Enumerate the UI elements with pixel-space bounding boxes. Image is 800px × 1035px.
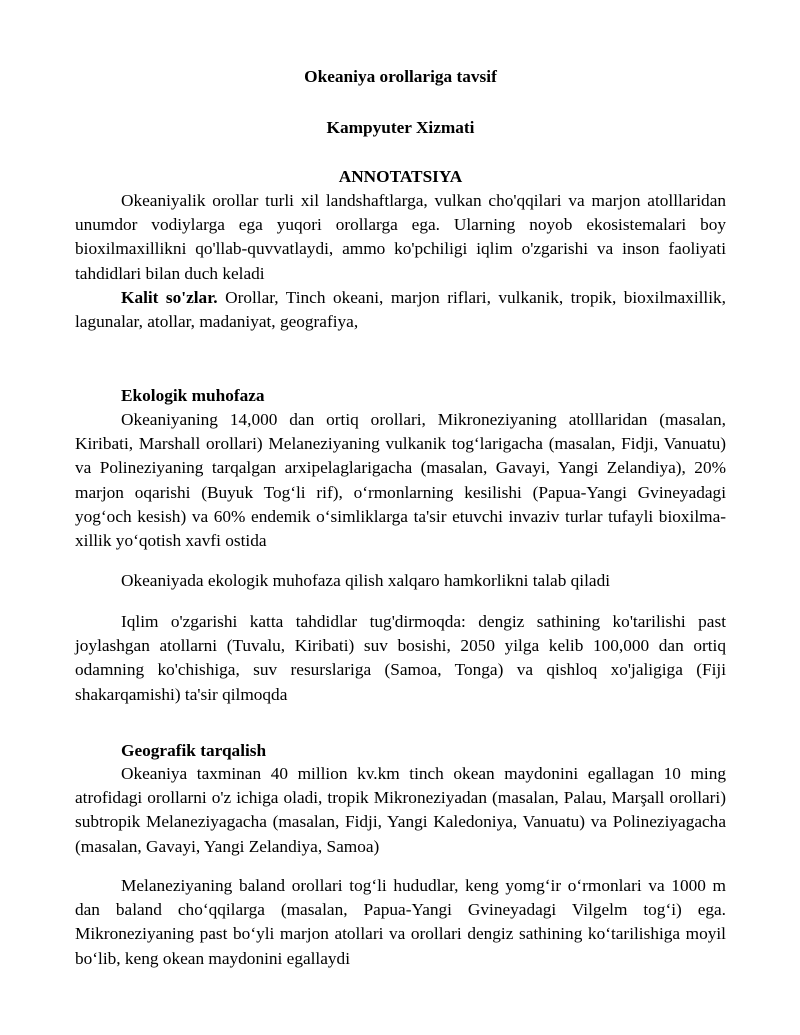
ecology-paragraph-1: Okeaniyaning 14,000 dan ortiq orollari, Mikroneziyaning atolllaridan (masalan, Kiribati, Marshall orollari) Melaneziyaning vulkanik tog‘larigacha (masalan, Fidji, Vanuatu) va Polineziyaning tarqalgan arxipelaglarigacha (masalan, Gavayi, Yangi Zelandiya), 20% marjon oqarishi (Buyuk Tog‘li rif), o‘rmonlarning kesilishi (Papua-Yangi Gvineyadagi yog‘och kesish) va 60% endemik o‘simliklarga ta'sir etuvchi invaziv turlar tufayli bioxilma-xillik yo‘qotish xavfi ostida [75, 410, 726, 551]
keywords-text: Orollar, Tinch okeani, marjon riflari, vulkanik, tropik, bioxilmaxillik, lagunalar, atollar, madaniyat, geografiya, [75, 288, 726, 332]
geography-paragraph-1: Okeaniya taxminan 40 million kv.km tinch okean maydonini egallagan 10 ming atrofidagi orollarni o'z ichiga oladi, tropik Mikroneziyadan (masalan, Palau, Marşall orollari) subtropik Melaneziyagacha (masalan, Fidji, Yangi Kaledoniya, Vanuatu) va Polineziyagacha (masalan, Gavayi, Yangi Zelandiya, Samoa) [75, 764, 726, 856]
ecology-paragraph-2: Okeaniyada ekologik muhofaza qilish xalqaro hamkorlikni talab qiladi [121, 571, 611, 590]
document-author: Kampyuter Xizmati [326, 118, 475, 137]
annotation-heading: ANNOTATSIYA [338, 167, 463, 186]
section-heading-ecology: Ekologik muhofaza [121, 386, 265, 405]
ecology-paragraph-3: Iqlim o'zgarishi katta tahdidlar tug'dirmoqda: dengiz sathining ko'tarilishi past joylashgan atollarni (Tuvalu, Kiribati) suv bosishi, 2050 yilga kelib 100,000 dan ortiq odamning ko'chishiga, suv resurslariga (Samoa, Tonga) va qishloq xo'jaligiga (Fiji shakarqamishi) ta'sir qilmoqda [75, 612, 726, 704]
keywords-label: Kalit so'zlar. [121, 288, 218, 307]
section-heading-geography: Geografik tarqalish [121, 741, 267, 760]
keywords-paragraph [75, 286, 726, 334]
document-title: Okeaniya orollariga tavsif [304, 67, 497, 86]
geography-paragraph-2: Melaneziyaning baland orollari tog‘li hududlar, keng yomg‘ir o‘rmonlari va 1000 m dan baland cho‘qqilarga (masalan, Papua-Yangi Gvineyadagi Vilgelm tog‘i) ega. Mikroneziyaning past bo‘yli marjon atollari va orollari dengiz sathining ko‘tarilishiga moyil bo‘lib, keng okean maydonini egallaydi [75, 876, 726, 968]
annotation-text: Okeaniyalik orollar turli xil landshaftlarga, vulkan cho'qqilari va marjon atolllaridan unumdor vodiylarga ega yuqori orollarga ega. Ularning noyob ekosistemalari boy bioxilmaxillikni qo'llab-quvvatlaydi, ammo ko'pchiligi iqlim o'zgarishi va inson faoliyati tahdidlari bilan duch keladi [75, 191, 726, 283]
